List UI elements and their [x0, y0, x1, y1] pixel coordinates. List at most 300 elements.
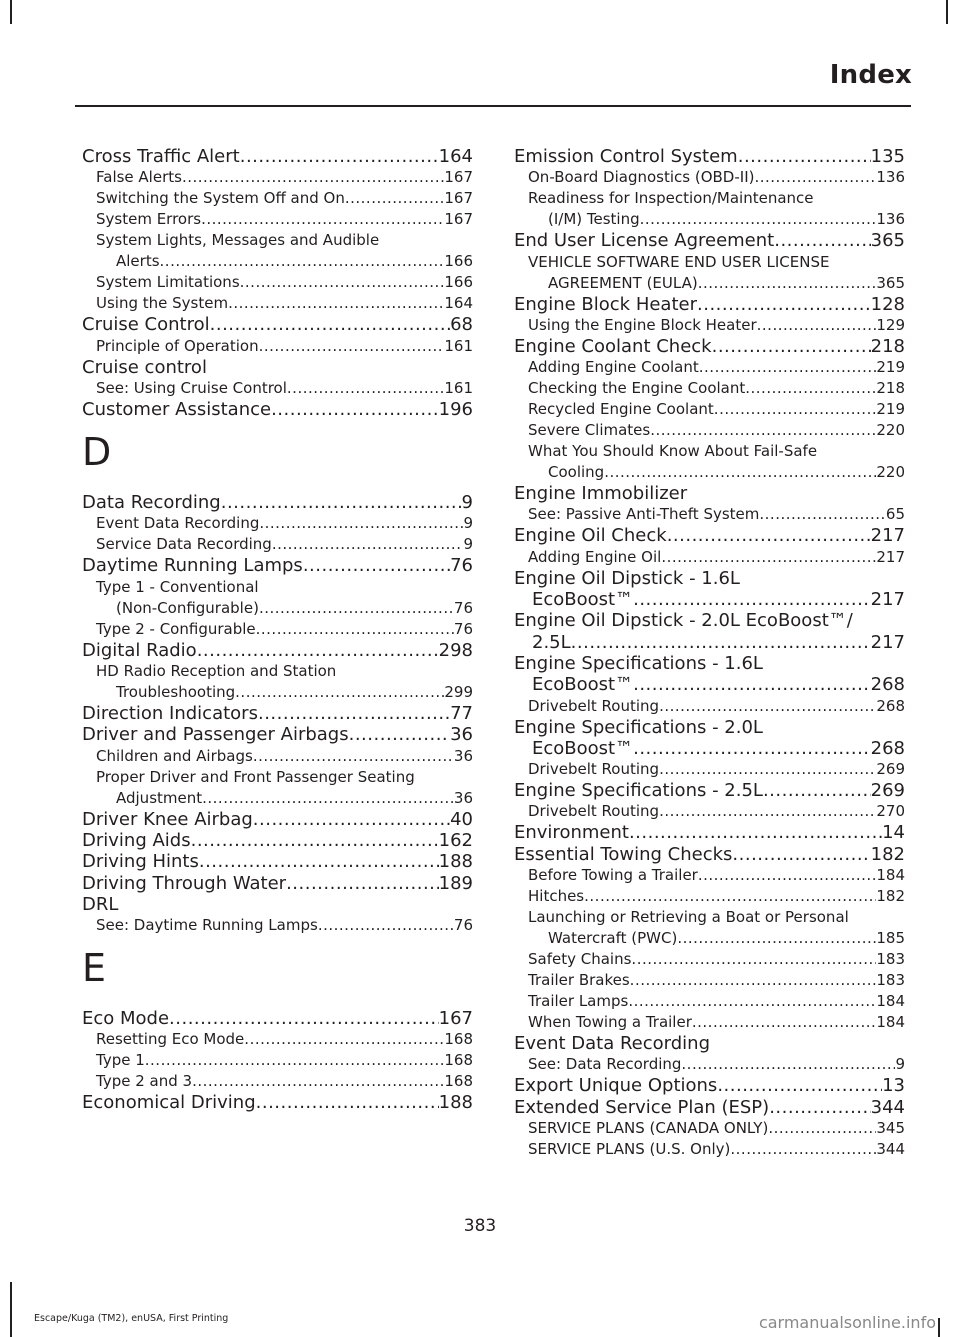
entry-text: Engine Specifications - 1.6L [514, 652, 763, 674]
dot-leader [698, 865, 877, 886]
entry-text: Engine Oil Dipstick - 1.6L [514, 567, 740, 589]
index-subentry [514, 801, 905, 822]
entry-text: Proper Driver and Front Passenger Seating [96, 767, 415, 786]
dot-leader [271, 399, 439, 420]
entry-text: Drivebelt Routing [528, 696, 660, 715]
entry-text: Export Unique Options [514, 1075, 718, 1097]
entry-text: SERVICE PLANS (CANADA ONLY) [528, 1118, 769, 1137]
entry-page-number: 217 [876, 547, 905, 566]
entry-text: AGREEMENT (EULA) [548, 273, 698, 292]
dot-leader [287, 378, 444, 399]
dot-leader [199, 851, 439, 872]
dot-leader [628, 991, 876, 1012]
watermark: carmanualsonline.info [758, 1313, 936, 1332]
dot-leader [182, 167, 444, 188]
entry-text: Switching the System Off and On [96, 189, 345, 208]
dot-leader [699, 357, 877, 378]
entry-text: DRL [82, 893, 119, 915]
index-subentry [514, 315, 905, 336]
entry-text: Eco Mode [82, 1008, 170, 1030]
entry-page-number: 128 [870, 293, 905, 315]
index-entry [514, 230, 905, 251]
index-subentry [514, 970, 905, 991]
entry-page-number: 183 [876, 950, 905, 969]
dot-leader [629, 822, 882, 843]
entry-page-number: 9 [895, 1055, 905, 1074]
entry-page-number: 167 [444, 168, 473, 187]
index-entry [82, 1008, 473, 1029]
entry-text: On-Board Diagnostics (OBD-II) [528, 168, 755, 187]
dot-leader [640, 209, 877, 230]
entry-text: Trailer Lamps [528, 992, 629, 1011]
entry-page-number: 220 [876, 463, 905, 482]
entry-page-number: 167 [444, 210, 473, 229]
entry-text: Children and Airbags [96, 746, 253, 765]
entry-text: Customer Assistance [82, 398, 272, 420]
dot-leader [633, 738, 871, 759]
crop-mark-bottom-right [938, 1318, 940, 1337]
entry-text: Digital Radio [82, 639, 197, 661]
index-entry [82, 640, 473, 661]
entry-text: Driving Hints [82, 851, 199, 873]
entry-text: Cooling [548, 463, 605, 482]
dot-leader [228, 293, 444, 314]
index-subentry [514, 273, 905, 294]
index-entry [82, 894, 473, 915]
entry-text: False Alerts [96, 168, 182, 187]
entry-text: Event Data Recording [514, 1033, 711, 1055]
entry-text: See: Using Cruise Control [96, 378, 287, 397]
dot-leader [659, 759, 876, 780]
entry-page-number: 219 [876, 358, 905, 377]
index-subentry [514, 759, 905, 780]
index-subentry [82, 378, 473, 399]
entry-text: System Limitations [96, 273, 240, 292]
entry-page-number: 184 [876, 1013, 905, 1032]
index-subentry [514, 420, 905, 441]
entry-text: Checking the Engine Coolant [528, 379, 746, 398]
entry-text: Driver and Passenger Airbags [82, 724, 349, 746]
entry-page-number: 76 [453, 598, 473, 617]
entry-page-number: 9 [463, 514, 473, 533]
entry-page-number: 299 [444, 683, 473, 702]
entry-page-number: 136 [876, 210, 905, 229]
index-entry [514, 146, 905, 167]
dot-leader [769, 1097, 870, 1118]
entry-text: Principle of Operation [96, 336, 259, 355]
dot-leader [730, 1139, 876, 1160]
index-subentry [82, 619, 473, 640]
index-subentry [514, 1012, 905, 1033]
dot-leader [253, 746, 454, 767]
dot-leader [745, 378, 876, 399]
dot-leader [757, 315, 877, 336]
entry-page-number: 36 [453, 788, 473, 807]
dot-leader [202, 788, 454, 809]
index-subentry [82, 598, 473, 619]
index-entry [82, 357, 473, 378]
entry-page-number: 218 [876, 379, 905, 398]
index-subentry [82, 682, 473, 703]
dot-leader [754, 167, 876, 188]
entry-text: VEHICLE SOFTWARE END USER LICENSE [528, 252, 830, 271]
dot-leader [714, 399, 877, 420]
entry-text: Engine Block Heater [514, 293, 697, 315]
entry-page-number: 166 [444, 252, 473, 271]
entry-page-number: 167 [444, 189, 473, 208]
entry-page-number: 161 [444, 378, 473, 397]
dot-leader [633, 674, 871, 695]
dot-leader [659, 696, 876, 717]
entry-page-number: 365 [870, 230, 905, 252]
crop-mark-top-right [946, 0, 948, 24]
index-subentry [514, 209, 905, 230]
entry-text: End User License Agreement [514, 230, 775, 252]
entry-text: Engine Immobilizer [514, 483, 688, 505]
entry-text: Safety Chains [528, 950, 632, 969]
dot-leader [630, 970, 877, 991]
entry-page-number: 168 [444, 1051, 473, 1070]
entry-text: Environment [514, 822, 629, 844]
entry-page-number: 217 [870, 631, 905, 653]
index-entry [514, 294, 905, 315]
dot-leader [667, 525, 871, 546]
entry-text: (Non-Configurable) [116, 598, 259, 617]
entry-text: Driving Aids [82, 829, 191, 851]
entry-text: Engine Specifications - 2.0L [514, 716, 763, 738]
index-subentry [82, 1071, 473, 1092]
index-subentry [514, 252, 905, 273]
entry-text: EcoBoost™ [532, 737, 634, 759]
entry-text: Engine Oil Dipstick - 2.0L EcoBoost™/ [514, 610, 853, 632]
entry-page-number: 9 [461, 492, 473, 514]
dot-leader [286, 873, 439, 894]
dot-leader [763, 780, 871, 801]
index-entry [514, 674, 905, 695]
dot-leader [191, 830, 439, 851]
entry-text: Economical Driving [82, 1092, 256, 1114]
entry-text: See: Data Recording [528, 1055, 682, 1074]
index-subentry [514, 462, 905, 483]
dot-leader [345, 188, 445, 209]
entry-page-number: 164 [438, 146, 473, 167]
index-entry [82, 873, 473, 894]
entry-page-number: 166 [444, 273, 473, 292]
dot-leader [197, 640, 439, 661]
dot-leader [240, 146, 439, 167]
dot-leader [259, 598, 454, 619]
index-entry [514, 717, 905, 738]
dot-leader [349, 724, 450, 745]
entry-text: Daytime Running Lamps [82, 555, 303, 577]
index-subentry [82, 251, 473, 272]
index-subentry [514, 907, 905, 928]
dot-leader [210, 314, 450, 335]
entry-page-number: 188 [438, 851, 473, 873]
index-subentry [82, 788, 473, 809]
dot-leader [256, 1092, 439, 1113]
header-rule [75, 105, 911, 107]
entry-text: SERVICE PLANS (U.S. Only) [528, 1139, 731, 1158]
index-entry [514, 336, 905, 357]
dot-leader [221, 492, 462, 513]
entry-text: Adding Engine Coolant [528, 358, 699, 377]
index-subentry [82, 577, 473, 598]
entry-page-number: 36 [453, 746, 473, 765]
entry-text: Recycled Engine Coolant [528, 400, 714, 419]
entry-text: Resetting Eco Mode [96, 1030, 245, 1049]
index-subentry [514, 886, 905, 907]
entry-text: Readiness for Inspection/Maintenance [528, 189, 814, 208]
index-subentry [514, 949, 905, 970]
index-entry [514, 738, 905, 759]
entry-text: See: Daytime Running Lamps [96, 916, 318, 935]
index-subentry [82, 767, 473, 788]
entry-text: See: Passive Anti-Theft System [528, 505, 760, 524]
index-entry [514, 844, 905, 865]
entry-page-number: 168 [444, 1072, 473, 1091]
dot-leader [738, 146, 871, 167]
entry-page-number: 68 [450, 314, 473, 336]
index-subentry [82, 293, 473, 314]
entry-text: Type 1 [96, 1051, 145, 1070]
entry-text: HD Radio Reception and Station [96, 662, 337, 681]
entry-text: Driving Through Water [82, 872, 287, 894]
entry-page-number: 184 [876, 866, 905, 885]
dot-leader [732, 844, 870, 865]
index-subentry [82, 167, 473, 188]
index-subentry [82, 1050, 473, 1071]
dot-leader [697, 294, 871, 315]
dot-leader [145, 1050, 445, 1071]
dot-leader [169, 1008, 439, 1029]
dot-leader [659, 801, 876, 822]
entry-page-number: 76 [453, 916, 473, 935]
dot-leader [604, 462, 876, 483]
index-entry [82, 724, 473, 745]
index-entry [82, 1092, 473, 1113]
dot-leader [759, 504, 886, 525]
dot-leader [240, 272, 445, 293]
dot-leader [774, 230, 870, 251]
entry-page-number: 298 [438, 639, 473, 661]
entry-text: Trailer Brakes [528, 971, 630, 990]
entry-text: Troubleshooting [116, 683, 236, 702]
dot-leader [258, 703, 450, 724]
index-subentry [82, 746, 473, 767]
index-subentry [514, 547, 905, 568]
entry-text: 2.5L [532, 631, 571, 653]
index-subentry [514, 357, 905, 378]
dot-leader [201, 209, 444, 230]
dot-leader [631, 949, 876, 970]
entry-page-number: 65 [885, 505, 905, 524]
entry-page-number: 182 [870, 843, 905, 865]
footer-text: Escape/Kuga (TM2), enUSA, First Printing [34, 1313, 229, 1324]
entry-page-number: 219 [876, 400, 905, 419]
entry-text: Extended Service Plan (ESP) [514, 1096, 770, 1118]
entry-page-number: 129 [876, 315, 905, 334]
index-subentry [514, 928, 905, 949]
dot-leader [318, 915, 454, 936]
dot-leader [584, 886, 876, 907]
dot-leader [698, 273, 877, 294]
entry-text: Direction Indicators [82, 703, 258, 725]
index-subentry [82, 661, 473, 682]
index-subentry [82, 534, 473, 555]
entry-page-number: 77 [450, 703, 473, 725]
entry-text: Before Towing a Trailer [528, 866, 698, 885]
entry-text: (I/M) Testing [548, 210, 640, 229]
entry-text: Type 2 and 3 [96, 1072, 193, 1091]
page-title: Index [829, 60, 912, 90]
index-subentry [514, 399, 905, 420]
dot-leader [259, 336, 445, 357]
index-subentry [82, 336, 473, 357]
index-entry [514, 653, 905, 674]
entry-text: Engine Coolant Check [514, 335, 712, 357]
entry-text: Cross Traffic Alert [82, 146, 240, 167]
entry-text: Event Data Recording [96, 514, 260, 533]
index-entry [514, 483, 905, 504]
index-entry [514, 589, 905, 610]
dot-leader [272, 534, 464, 555]
index-subentry [82, 230, 473, 251]
entry-text: When Towing a Trailer [528, 1013, 692, 1032]
entry-page-number: 217 [870, 525, 905, 547]
dot-leader [259, 513, 463, 534]
entry-page-number: 217 [870, 589, 905, 611]
index-entry [514, 822, 905, 843]
dot-leader [692, 1012, 876, 1033]
entry-text: Severe Climates [528, 421, 651, 440]
entry-page-number: 196 [438, 398, 473, 420]
index-subentry [514, 1118, 905, 1139]
entry-page-number: 185 [876, 929, 905, 948]
index-subentry [82, 915, 473, 936]
index-entry [82, 399, 473, 420]
dot-leader [650, 420, 876, 441]
entry-page-number: 270 [876, 802, 905, 821]
entry-page-number: 76 [450, 555, 473, 577]
entry-page-number: 218 [870, 335, 905, 357]
entry-text: EcoBoost™ [532, 674, 634, 696]
entry-text: Using the Engine Block Heater [528, 315, 757, 334]
entry-text: Type 1 - Conventional [96, 577, 259, 596]
entry-page-number: 13 [882, 1075, 905, 1097]
index-subentry [82, 188, 473, 209]
index-entry [82, 830, 473, 851]
entry-page-number: 182 [876, 887, 905, 906]
entry-page-number: 365 [876, 273, 905, 292]
dot-leader [192, 1071, 444, 1092]
entry-text: Engine Oil Check [514, 525, 667, 547]
crop-mark-top-left [10, 0, 12, 24]
entry-text: Cruise Control [82, 314, 210, 336]
entry-text: Data Recording [82, 492, 221, 514]
index-entry [82, 492, 473, 513]
entry-page-number: 164 [444, 294, 473, 313]
index-entry [514, 525, 905, 546]
index-subentry [82, 513, 473, 534]
index-entry [82, 555, 473, 576]
entry-page-number: 168 [444, 1030, 473, 1049]
entry-text: Hitches [528, 887, 585, 906]
entry-page-number: 161 [444, 336, 473, 355]
entry-page-number: 268 [876, 696, 905, 715]
dot-leader [571, 632, 871, 653]
entry-page-number: 136 [876, 168, 905, 187]
crop-mark-bottom-left [10, 1282, 12, 1337]
index-entry [514, 780, 905, 801]
entry-text: Engine Specifications - 2.5L [514, 780, 763, 802]
index-entry [514, 610, 905, 631]
entry-text: System Errors [96, 210, 202, 229]
entry-text: Launching or Retrieving a Boat or Personal [528, 908, 849, 927]
entry-page-number: 344 [870, 1096, 905, 1118]
entry-page-number: 14 [882, 822, 905, 844]
entry-text: What You Should Know About Fail-Safe [528, 442, 818, 461]
index-entry [514, 568, 905, 589]
index-subentry [514, 1139, 905, 1160]
dot-leader [712, 336, 871, 357]
index-column-right [514, 146, 905, 1160]
index-entry [514, 1075, 905, 1096]
entry-page-number: 167 [438, 1008, 473, 1030]
dot-leader [677, 928, 876, 949]
section-letter: D [82, 430, 112, 475]
entry-page-number: 36 [450, 724, 473, 746]
dot-leader [717, 1075, 882, 1096]
index-subentry [82, 209, 473, 230]
index-entry [82, 146, 473, 167]
entry-text: Type 2 - Configurable [96, 619, 256, 638]
entry-text: Using the System [96, 294, 229, 313]
entry-page-number: 76 [453, 619, 473, 638]
entry-text: EcoBoost™ [532, 589, 634, 611]
entry-page-number: 184 [876, 992, 905, 1011]
entry-text: Cruise control [82, 356, 207, 378]
entry-page-number: 344 [876, 1139, 905, 1158]
index-subentry [514, 696, 905, 717]
entry-text: Adding Engine Oil [528, 547, 662, 566]
dot-leader [160, 251, 445, 272]
entry-text: Drivebelt Routing [528, 760, 660, 779]
entry-page-number: 220 [876, 421, 905, 440]
entry-page-number: 268 [870, 674, 905, 696]
entry-text: Service Data Recording [96, 535, 272, 554]
index-subentry [514, 1054, 905, 1075]
dot-leader [768, 1118, 876, 1139]
entry-text: Alerts [116, 252, 160, 271]
entry-text: Essential Towing Checks [514, 843, 733, 865]
entry-text: Emission Control System [514, 146, 738, 167]
index-subentry [82, 272, 473, 293]
entry-page-number: 269 [876, 760, 905, 779]
entry-text: Driver Knee Airbag [82, 808, 253, 830]
index-entry [82, 809, 473, 830]
index-subentry [514, 504, 905, 525]
index-column-left [82, 146, 473, 1114]
index-entry [514, 1097, 905, 1118]
entry-text: System Lights, Messages and Audible [96, 231, 380, 250]
dot-leader [633, 589, 871, 610]
entry-page-number: 188 [438, 1092, 473, 1114]
entry-page-number: 268 [870, 737, 905, 759]
entry-text: Watercraft (PWC) [548, 929, 678, 948]
index-entry [82, 851, 473, 872]
dot-leader [256, 619, 454, 640]
